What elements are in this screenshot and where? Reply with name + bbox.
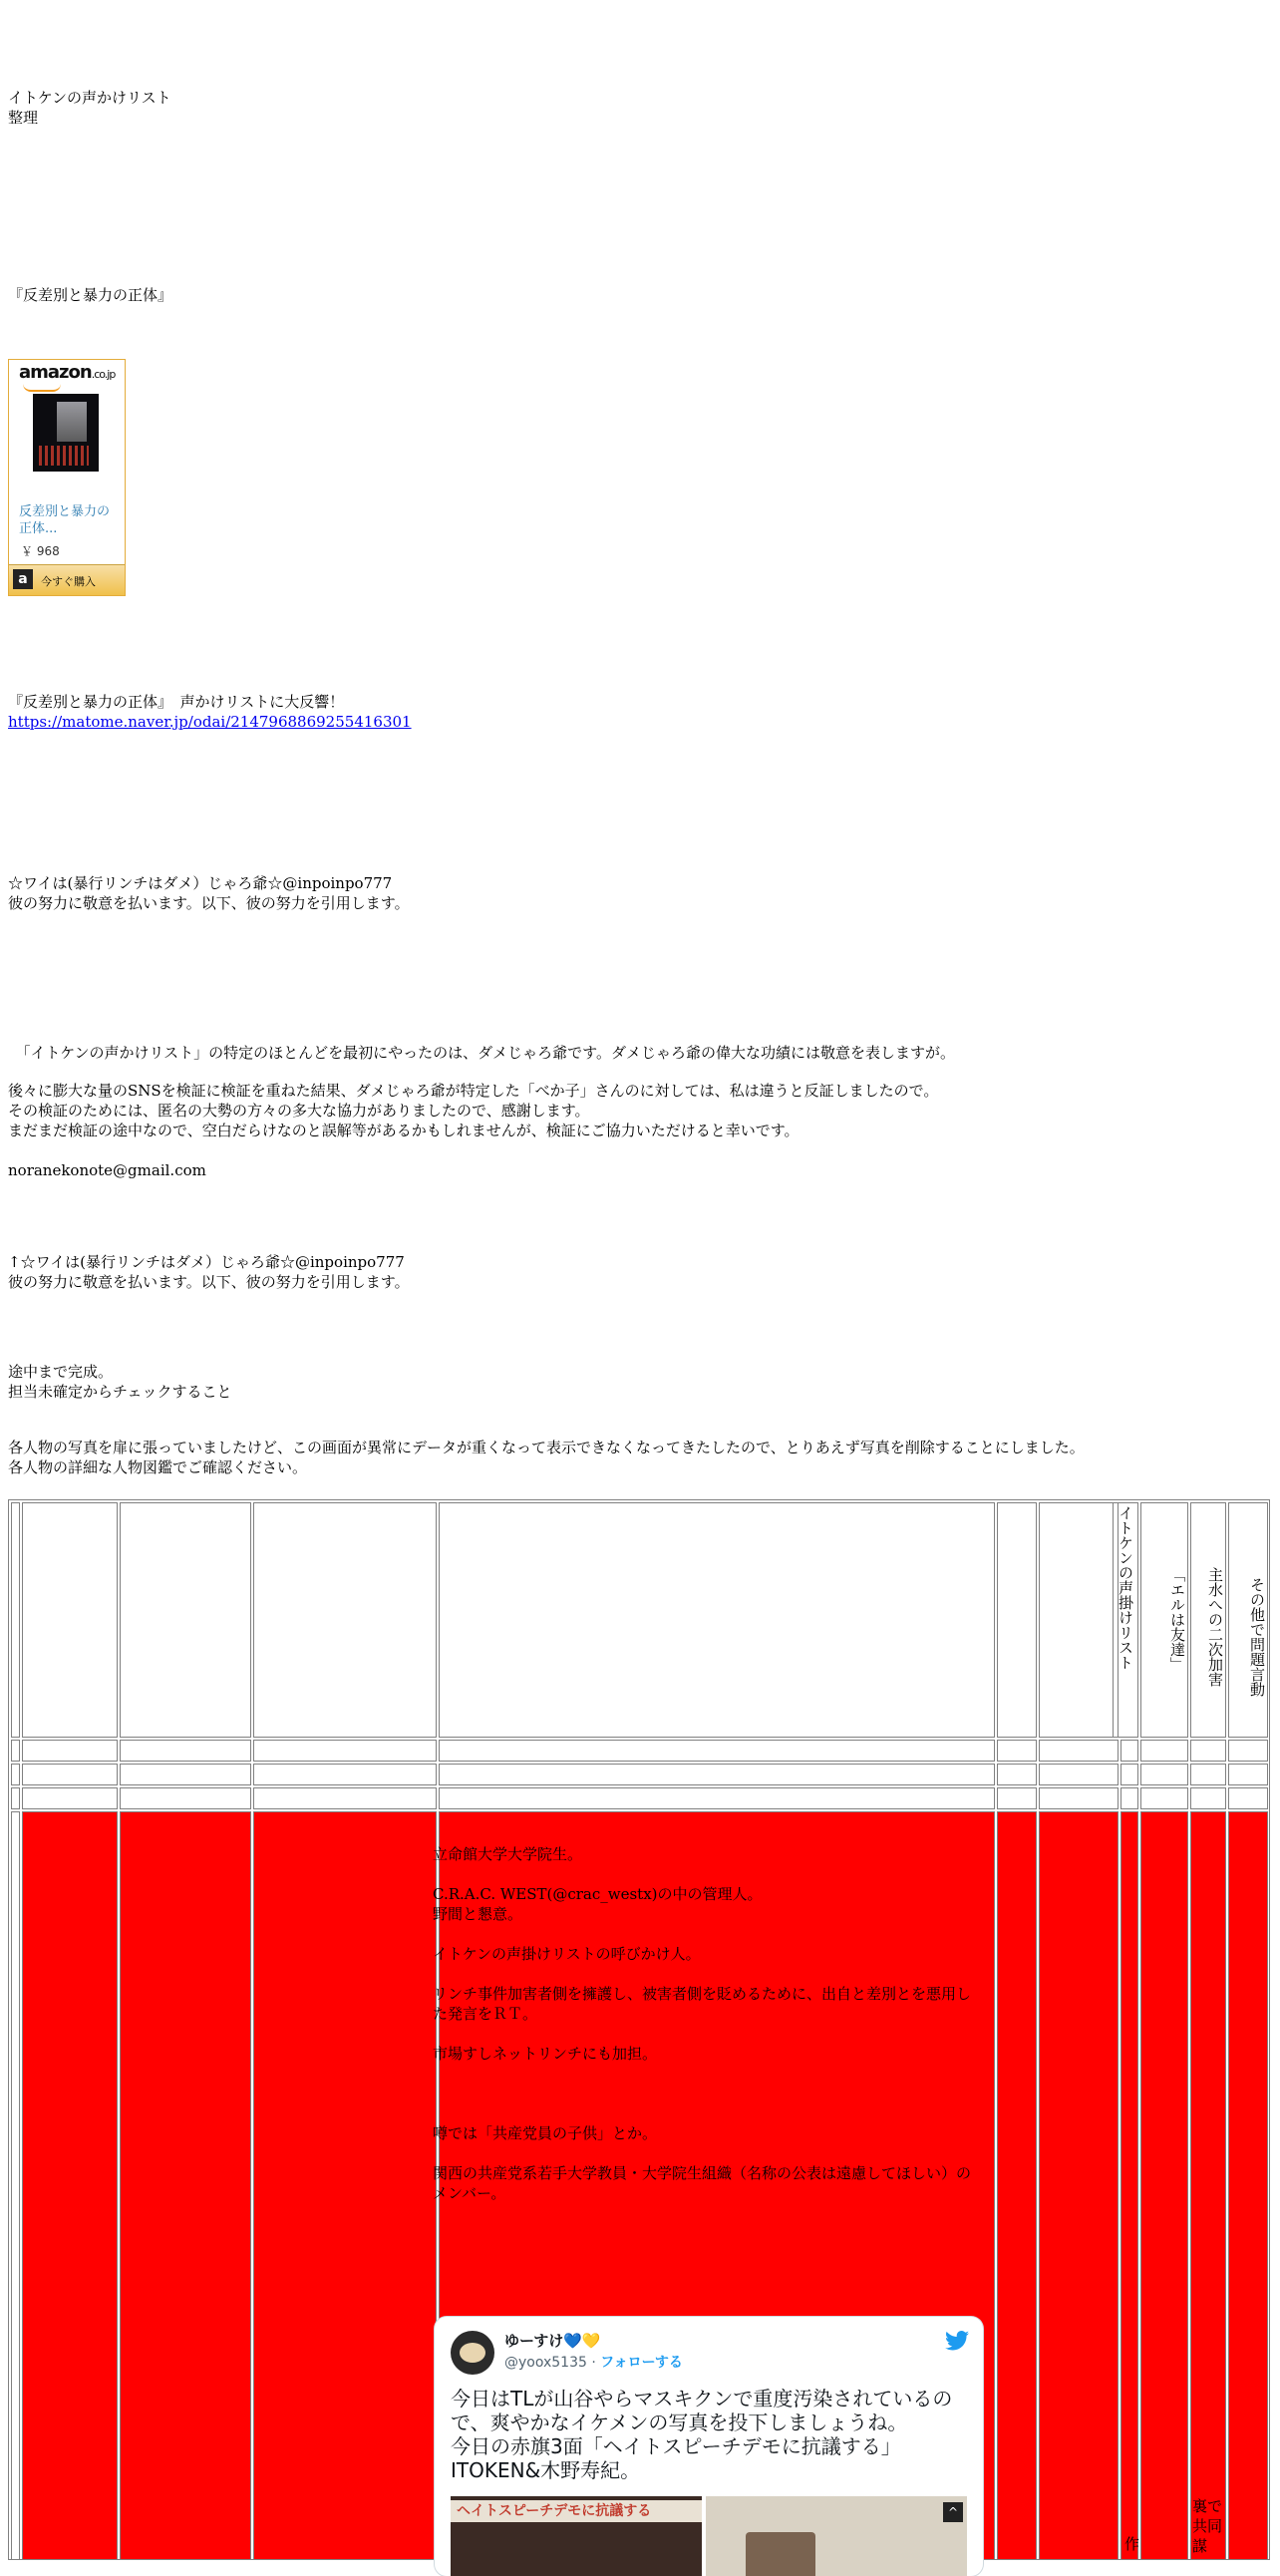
twitter-bird-icon[interactable] <box>945 2331 969 2351</box>
expand-icon[interactable]: ^ <box>943 2502 963 2522</box>
contact-email: noranekonote@gmail.com <box>8 1161 206 1179</box>
header-cell <box>11 1502 20 1738</box>
reaction-text: 『反差別と暴力の正体』 声かけリストに大反響！ <box>8 693 345 711</box>
header-cell <box>253 1502 437 1738</box>
header-el-friend: 「エルは友達」 <box>1140 1502 1188 1738</box>
book-cover-image[interactable] <box>33 394 99 472</box>
matome-link[interactable]: https://matome.naver.jp/odai/2147968869255416301 <box>8 713 412 731</box>
verification-notes: 後々に膨大な量のSNSを検証に検証を重ねた結果、ダメじゃろ爺が特定した「べか子」さんのに対しては、私は違うと反証しましたので。 その検証のためには、匿名の大勢の方々の多大な協力がありましたので、感謝します。 まだまだ検証の途中なので、空白だらけなのと誤解等があるかもしれませんが、検証にご協力いただけると幸いです。 <box>8 1082 939 1139</box>
amazon-a-icon: a <box>13 569 33 589</box>
tweet-text: 今日はTLが山谷やらマスキクンで重度汚染されているので、爽やかなイケメンの写真を投下しましょうね。 今日の赤旗3面「ヘイトスピーチデモに抗議する」ITOKEN&木野寿紀。 <box>451 2387 953 2482</box>
tweet-image[interactable] <box>451 2496 702 2576</box>
product-price: ￥ 968 <box>21 544 60 558</box>
photo-note: 各人物の写真を扉に張っていましたけど、この画面が異常にデータが重くなって表示できなくなってきたしたので、とりあえず写真を削除することにしました。 各人物の詳細な人物図鑑でご確認ください。 <box>8 1439 1085 1476</box>
avatar[interactable] <box>451 2331 494 2375</box>
header-cell <box>22 1502 118 1738</box>
person-description: 立命館大学大学院生。 C.R.A.C. WEST(@crac_westx)の中の管理人。 野間と懇意。 イトケンの声掛けリストの呼びかけ人。 リンチ事件加害者側を擁護し、被害者側を貶めるために、出自と差別とを悪用した発言をＲＴ。 市場すしネットリンチにも加担。 噂では「共産党員の子供」とか。 関西の共産党系若手大学教員・大学院生組織（名称の公表は遠慮してほしい）のメンバー。 <box>433 1845 972 2202</box>
amazon-product-widget[interactable] <box>8 359 126 596</box>
tweet-author-handle: @yoox5135 · フォローする <box>504 2355 683 2371</box>
header-cell <box>439 1502 995 1738</box>
amazon-logo: amazon.co.jp <box>19 362 116 383</box>
secondary-harm-cell-text: 裏で共同謀 <box>1192 2497 1223 2555</box>
tweet-author-name[interactable]: ゆーすけ💙💛 <box>504 2332 601 2350</box>
intro-text: 「イトケンの声かけリスト」の特定のほとんどを最初にやったのは、ダメじゃろ爺です。ダメじゃろ爺の偉大な功績には敬意を表しますが。 <box>8 1044 955 1062</box>
table-row <box>9 1740 1270 1764</box>
list-cell-text: 作 <box>1122 2536 1140 2551</box>
tweet-image[interactable] <box>706 2496 967 2576</box>
header-other-issues: その他で問題言動 <box>1228 1502 1268 1738</box>
table-row <box>9 1764 1270 1787</box>
buy-now-button[interactable] <box>9 564 125 595</box>
embedded-tweet[interactable] <box>435 2317 983 2576</box>
header-secondary-harm: 主水への二次加害 <box>1190 1502 1226 1738</box>
header-cell <box>120 1502 251 1738</box>
header-itoken-list: イトケンの声掛けリスト <box>1113 1502 1138 1738</box>
product-title-link[interactable]: 反差別と暴力の正体... <box>19 504 111 536</box>
amazon-smile-icon <box>23 384 61 392</box>
progress-note: 途中まで完成。 担当未確定からチェックすること <box>8 1363 232 1401</box>
book-heading: 『反差別と暴力の正体』 <box>8 286 173 304</box>
tweet-image-caption: ヘイトスピーチデモに抗議する <box>451 2500 702 2522</box>
page-title: イトケンの声かけリスト 整理 <box>8 89 171 127</box>
header-cell <box>997 1502 1037 1738</box>
table-row <box>9 1787 1270 1811</box>
credit-block-2: ↑☆ワイは(暴行リンチはダメ）じゃろ爺☆@inpoinpo777 彼の努力に敬意を払います。以下、彼の努力を引用します。 <box>8 1253 410 1291</box>
header-cell <box>1039 1502 1119 1738</box>
credit-block: ☆ワイは(暴行リンチはダメ）じゃろ爺☆@inpoinpo777 彼の努力に敬意を払います。以下、彼の努力を引用します。 <box>8 874 410 912</box>
follow-button[interactable]: フォローする <box>600 2355 683 2371</box>
buy-now-label: 今すぐ購入 <box>41 575 96 588</box>
